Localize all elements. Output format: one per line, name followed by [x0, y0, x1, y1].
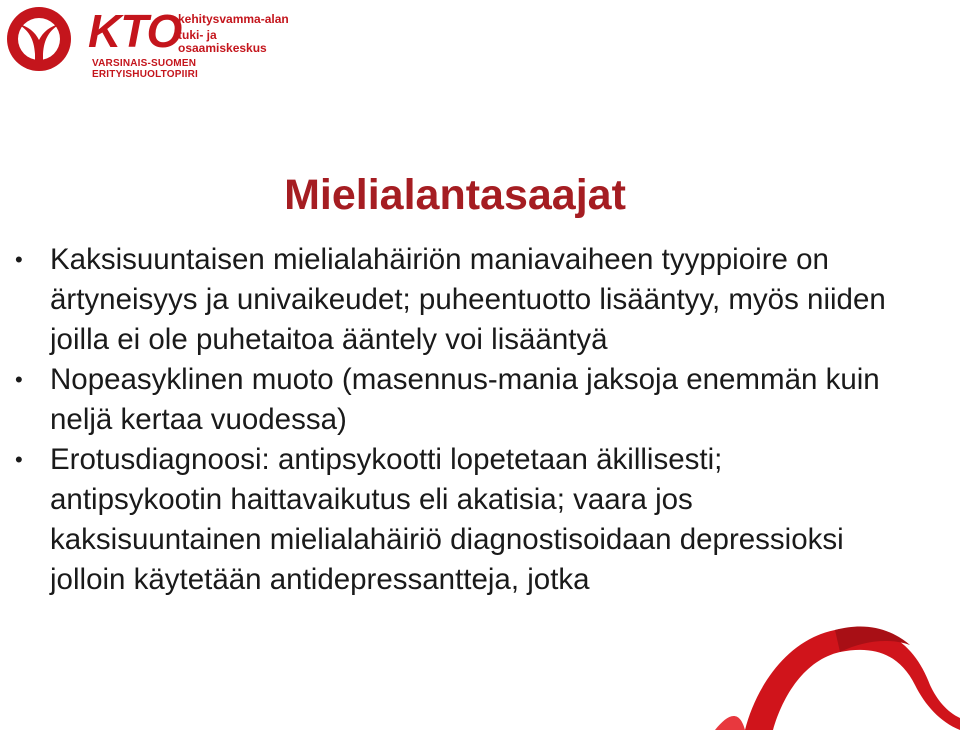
bullet-list [12, 240, 892, 600]
logo-tagline-1: kehitysvamma-alan [178, 12, 289, 26]
logo-tagline-2: tuki- ja osaamiskeskus [178, 28, 267, 55]
bullet-item [12, 360, 892, 440]
bullet-text: Nopeasyklinen muoto (masennus-mania jaksoja enemmän kuin neljä kertaa vuodessa) [50, 363, 880, 436]
bullet-item [12, 440, 892, 600]
bullet-dot-icon: • [15, 367, 23, 392]
slide-title: Mielialantasaajat [284, 170, 626, 219]
kto-logo [4, 4, 304, 80]
bullet-item [12, 240, 892, 360]
kto-emblem-icon [4, 4, 74, 74]
bullet-dot-icon: • [15, 247, 23, 272]
red-ribbon-icon [715, 600, 960, 730]
bullet-text: Kaksisuuntaisen mielialahäiriön maniavaiheen tyyppioire on ärtyneisyys ja univaikeudet; puheentuotto lisääntyy, myös niiden joilla ei ole puhetaitoa ääntely voi lisääntyä [50, 243, 886, 356]
bullet-dot-icon: • [15, 447, 23, 472]
logo-subline: VARSINAIS-SUOMEN ERITYISHUOLTOPIIRI [92, 58, 199, 80]
kto-wordmark: KTO [88, 5, 182, 57]
bullet-text: Erotusdiagnoosi: antipsykootti lopetetaan äkillisesti; antipsykootin haittavaikutus eli akatisia; vaara jos kaksisuuntainen mielialahäiriö diagnostisoidaan depressioksi jolloin käytetään antidepressantteja, jotka [50, 443, 844, 596]
